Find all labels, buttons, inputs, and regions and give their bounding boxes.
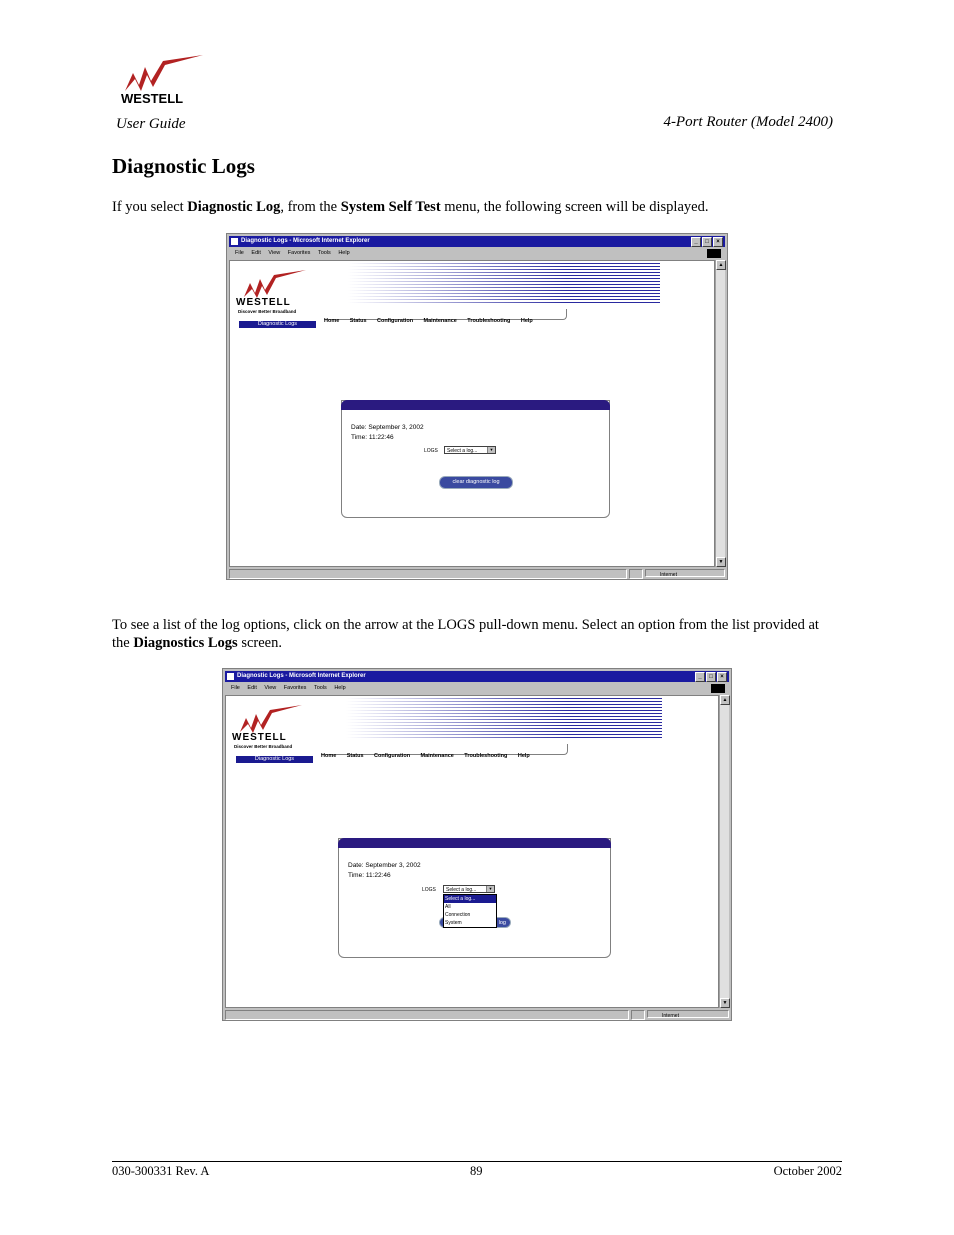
windows-logo-icon: [707, 249, 721, 258]
header-left: User Guide: [116, 116, 186, 132]
diagnostic-panel: [338, 838, 611, 958]
browser-screenshot-2: [222, 668, 732, 1021]
clear-diagnostic-log-button[interactable]: log: [439, 917, 511, 928]
intro-paragraph: If you select Diagnostic Log, from the System Self Test menu, the following screen will be displayed.: [112, 199, 709, 215]
window-titlebar: Diagnostic Logs - Microsoft Internet Explorer _ □ ×: [225, 671, 729, 682]
nav-home[interactable]: Home: [324, 318, 340, 324]
minimize-button[interactable]: _: [691, 237, 701, 247]
menu-file[interactable]: File: [231, 685, 240, 691]
footer-page-number: 89: [470, 1164, 483, 1178]
nav-status[interactable]: Status: [349, 318, 367, 324]
page-content: [229, 260, 715, 567]
footer-rule: [112, 1161, 842, 1162]
windows-logo-icon: [711, 684, 725, 693]
menu-bar: [225, 683, 729, 694]
header-right: 4-Port Router (Model 2400): [663, 114, 833, 130]
maximize-button[interactable]: □: [706, 672, 716, 682]
logs-label: LOGS: [422, 887, 436, 893]
logs-dropdown-list: [443, 894, 497, 928]
svg-text:WESTELL: WESTELL: [121, 91, 184, 106]
minimize-button[interactable]: _: [695, 672, 705, 682]
menu-edit[interactable]: Edit: [247, 685, 257, 691]
clear-diagnostic-log-button[interactable]: clear diagnostic log: [439, 476, 513, 489]
page-tab-label: Diagnostic Logs: [239, 321, 316, 328]
date-text: Date: September 3, 2002: [348, 862, 421, 869]
menu-tools[interactable]: Tools: [313, 685, 327, 691]
window-titlebar: Diagnostic Logs - Microsoft Internet Explorer _ □ ×: [229, 236, 725, 247]
footer-doc-number: 030-300331 Rev. A: [112, 1164, 210, 1178]
menu-tools[interactable]: Tools: [317, 250, 331, 256]
header-stripes: [348, 263, 660, 305]
nav-bar: [324, 309, 567, 324]
vertical-scrollbar[interactable]: [715, 260, 725, 567]
date-text: Date: September 3, 2002: [351, 424, 424, 431]
brand-name: WESTELL: [236, 297, 291, 308]
menu-help[interactable]: Help: [338, 250, 350, 256]
time-text: Time: 11:22:46: [348, 872, 391, 879]
scroll-down-arrow[interactable]: ▼: [720, 998, 730, 1008]
chevron-down-icon[interactable]: ▼: [487, 447, 495, 453]
close-button[interactable]: ×: [713, 237, 723, 247]
nav-home[interactable]: Home: [321, 753, 337, 759]
section-title: Diagnostic Logs: [112, 154, 255, 178]
ie-icon: [231, 238, 238, 245]
logs-label: LOGS: [424, 448, 438, 454]
header-stripes: [346, 698, 662, 740]
status-zone: Internet: [645, 569, 725, 577]
menu-favorites[interactable]: Favorites: [287, 250, 311, 256]
logs-select[interactable]: Select a log... ▼: [443, 885, 495, 893]
logs-paragraph: To see a list of the log options, click on the arrow at the LOGS pull-down menu. Select an option from the list provided at the Diagnostics Logs screen.: [112, 617, 819, 651]
nav-configuration[interactable]: Configuration: [374, 753, 411, 759]
ie-icon: [227, 673, 234, 680]
dropdown-option-system[interactable]: System: [445, 920, 462, 926]
scroll-up-arrow[interactable]: ▲: [716, 260, 726, 270]
westell-logo: [113, 53, 205, 107]
nav-maintenance[interactable]: Maintenance: [420, 753, 454, 759]
brand-tagline: Discover Better Broadband: [234, 744, 293, 749]
page-tab-label: Diagnostic Logs: [236, 756, 313, 763]
menu-favorites[interactable]: Favorites: [283, 685, 307, 691]
menu-view[interactable]: View: [264, 685, 277, 691]
vertical-scrollbar[interactable]: [719, 695, 729, 1008]
menu-help[interactable]: Help: [334, 685, 346, 691]
brand-tagline: Discover Better Broadband: [238, 309, 297, 314]
logs-select[interactable]: Select a log... ▼: [444, 446, 496, 454]
browser-screenshot-1: [226, 233, 728, 580]
menu-edit[interactable]: Edit: [251, 250, 261, 256]
page-content: [225, 695, 719, 1008]
nav-troubleshooting[interactable]: Troubleshooting: [467, 318, 511, 324]
menu-bar: [229, 248, 725, 259]
status-zone: Internet: [647, 1010, 729, 1018]
nav-bar: [321, 744, 568, 759]
nav-configuration[interactable]: Configuration: [377, 318, 414, 324]
scroll-down-arrow[interactable]: ▼: [716, 557, 726, 567]
diagnostic-panel: [341, 400, 610, 518]
brand-name: WESTELL: [232, 732, 287, 743]
maximize-button[interactable]: □: [702, 237, 712, 247]
panel-header: [341, 400, 610, 410]
menu-view[interactable]: View: [268, 250, 281, 256]
status-bar: [229, 568, 725, 578]
scroll-up-arrow[interactable]: ▲: [720, 695, 730, 705]
chevron-down-icon[interactable]: ▼: [486, 886, 494, 892]
nav-help[interactable]: Help: [520, 318, 533, 324]
menu-file[interactable]: File: [235, 250, 244, 256]
nav-maintenance[interactable]: Maintenance: [423, 318, 457, 324]
time-text: Time: 11:22:46: [351, 434, 394, 441]
nav-status[interactable]: Status: [346, 753, 364, 759]
nav-troubleshooting[interactable]: Troubleshooting: [464, 753, 508, 759]
nav-help[interactable]: Help: [517, 753, 530, 759]
panel-header: [338, 838, 611, 848]
status-bar: [225, 1009, 729, 1019]
close-button[interactable]: ×: [717, 672, 727, 682]
dropdown-option-select-a-log[interactable]: Select a log...: [444, 895, 496, 903]
dropdown-option-all[interactable]: All: [445, 904, 451, 910]
dropdown-option-connection[interactable]: Connection: [445, 912, 471, 918]
footer-date: October 2002: [773, 1164, 842, 1178]
